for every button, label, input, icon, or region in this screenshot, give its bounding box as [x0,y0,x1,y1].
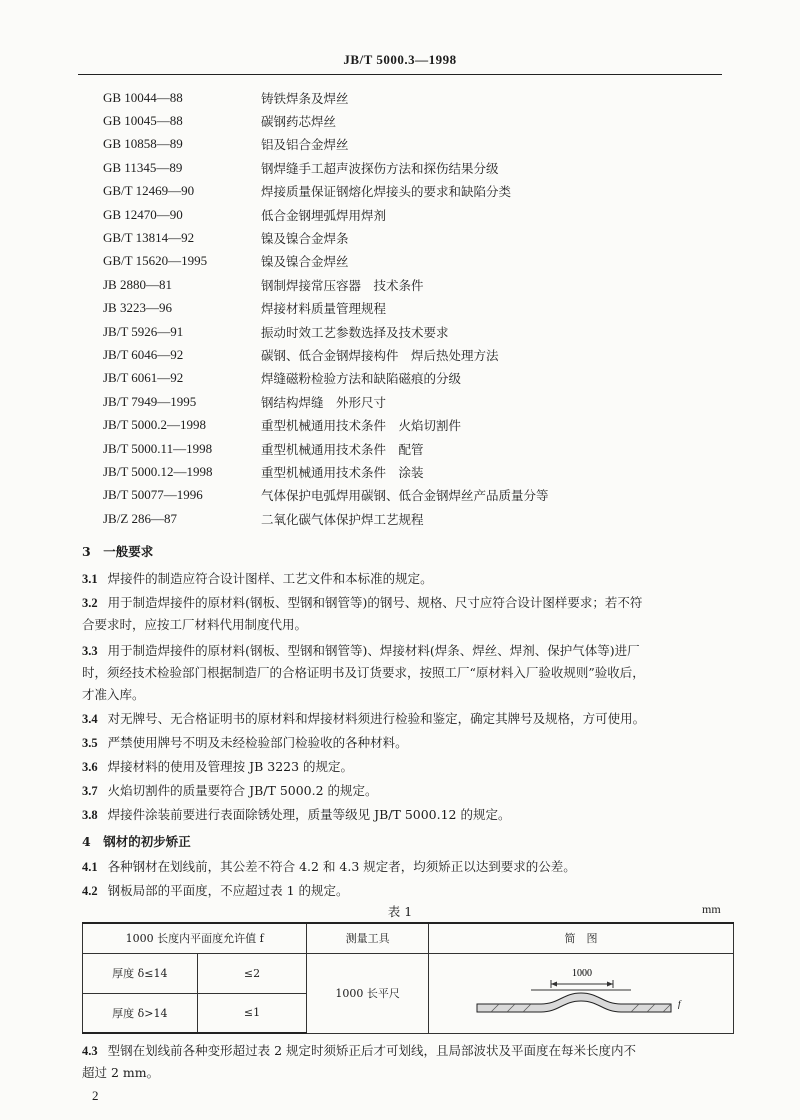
standard-title: 镍及镍合金焊丝 [261,254,349,270]
clause-text-line: 时，须经技术检验部门根据制造厂的合格证明书及订货要求，按照工厂“原材料入厂验收规则”验收后， [82,665,645,680]
reference-standards-list [103,86,703,530]
measuring-tool-cell: 1000 长平尺 [307,953,429,1033]
clause-3-1 [82,568,732,590]
standard-title: 钢结构焊缝 外形尺寸 [261,394,387,410]
dimension-arrow [551,981,557,986]
list-item [103,484,703,507]
clause-3-3 [82,640,732,706]
table-1-caption: 表 1 [387,904,413,919]
standard-title: 重型机械通用技术条件 配管 [261,441,424,457]
clause-text: 严禁使用牌号不明及未经检验部门检验收的各种材料。 [107,735,408,750]
list-item [103,460,703,483]
standard-title: 重型机械通用技术条件 火焰切割件 [261,418,462,434]
flatness-table [82,922,734,1034]
header-rule [78,74,722,75]
flatness-sketch-diagram [431,954,731,1030]
standard-code: GB/T 15620—1995 [103,253,208,269]
dimension-arrow [607,981,613,986]
clause-3-6 [82,756,732,778]
clause-number: 3.1 [82,572,98,586]
list-item [103,109,703,132]
clause-number: 3.6 [82,760,98,774]
clause-text-line: 用于制造焊接件的原材料(钢板、型钢和钢管等)、焊接材料(焊条、焊丝、焊剂、保护气体等)进厂 [107,643,640,658]
standard-title: 振动时效工艺参数选择及技术要求 [261,324,449,340]
list-item [103,390,703,413]
f-label: f [678,998,681,1009]
list-item [103,507,703,530]
standard-title: 碳钢、低合金钢焊接构件 焊后热处理方法 [261,347,499,363]
steel-plate-section [477,993,671,1012]
clause-text: 焊接件的制造应符合设计图样、工艺文件和本标准的规定。 [107,571,433,586]
standard-title: 碳钢药芯焊丝 [261,114,337,130]
standard-code: GB 10044—88 [103,89,183,105]
clause-text-line: 型钢在划线前各种变形超过表 2 规定时须矫正后才可划线，且局部波状及平面度在每米长度内不 [107,1043,637,1058]
list-item [103,367,703,390]
list-item [103,86,703,109]
list-item [103,226,703,249]
standard-title: 焊缝磁粉检验方法和缺陷磁痕的分级 [261,371,462,387]
column-header-sketch: 简 图 [429,923,734,953]
list-item [103,203,703,226]
list-item [103,413,703,436]
clause-3-7 [82,780,732,802]
clause-3-8 [82,804,732,826]
clause-text: 各种钢材在划线前，其公差不符合 4.2 和 4.3 规定者，均须矫正以达到要求的公差。 [107,859,576,874]
standard-code: JB/T 6046—92 [103,346,184,362]
column-header-flatness: 1000 长度内平面度允许值 f [83,923,307,953]
standard-code: GB 10858—89 [103,136,183,152]
standard-code: JB/T 7949—1995 [103,393,197,409]
clause-text-line: 用于制造焊接件的原材料(钢板、型钢和钢管等)的钢号、规格、尺寸应符合设计图样要求；若不符 [107,595,643,610]
list-item [103,437,703,460]
standard-code: JB/Z 286—87 [103,510,178,526]
clause-text: 钢板局部的平面度，不应超过表 1 的规定。 [107,883,349,898]
standard-code: JB 2880—81 [103,276,172,292]
table-1-unit: mm [702,902,721,916]
standard-code: JB/T 5000.2—1998 [103,417,207,433]
list-item [103,133,703,156]
flatness-value-cell: ≤1 [197,993,307,1033]
standard-code: GB 10045—88 [103,113,183,129]
clause-text: 火焰切割件的质量要符合 JB/T 5000.2 的规定。 [107,783,378,798]
standard-title: 二氧化碳气体保护焊工艺规程 [261,511,424,527]
dimension-label: 1000 [572,967,592,979]
document-header-code: JB/T 5000.3—1998 [343,52,457,67]
section-4-heading: 4 钢材的初步矫正 [82,834,191,849]
clause-4-1 [82,856,732,878]
clause-number: 4.3 [82,1044,98,1058]
clause-text-line: 超过 2 mm。 [82,1065,160,1080]
standard-title: 气体保护电弧焊用碳钢、低合金钢焊丝产品质量分等 [261,488,549,504]
thickness-cell: 厚度 δ≤14 [83,953,198,993]
standard-code: JB 3223—96 [103,300,172,316]
flatness-value-cell: ≤2 [197,953,307,993]
list-item [103,320,703,343]
section-3-heading: 3 一般要求 [82,544,154,559]
list-item [103,156,703,179]
standard-title: 钢制焊接常压容器 技术条件 [261,277,424,293]
clause-3-2 [82,592,732,636]
standard-title: 低合金钢埋弧焊用焊剂 [261,207,387,223]
sketch-cell [429,953,734,1033]
clause-text: 焊接件涂装前要进行表面除锈处理，质量等级见 JB/T 5000.12 的规定。 [107,807,511,822]
standard-code: GB/T 13814—92 [103,230,195,246]
list-item [103,250,703,273]
clause-number: 3.3 [82,644,98,658]
list-item [103,297,703,320]
standard-title: 焊接质量保证钢熔化焊接头的要求和缺陷分类 [261,184,512,200]
standard-code: JB/T 50077—1996 [103,487,203,503]
standard-code: GB/T 12469—90 [103,183,195,199]
clause-3-4 [82,708,732,730]
clause-number: 3.2 [82,596,98,610]
clause-3-5 [82,732,732,754]
standard-title: 钢焊缝手工超声波探伤方法和探伤结果分级 [261,160,499,176]
standard-code: GB 12470—90 [103,206,183,222]
standard-code: JB/T 5000.12—1998 [103,463,213,479]
column-header-tool: 测量工具 [307,923,429,953]
clause-text: 对无牌号、无合格证明书的原材料和焊接材料须进行检验和鉴定，确定其牌号及规格，方可使用。 [107,711,646,726]
list-item [103,180,703,203]
clause-number: 3.8 [82,808,98,822]
page-number: 2 [92,1088,99,1103]
clause-number: 3.7 [82,784,98,798]
standard-title: 焊接材料质量管理规程 [261,301,387,317]
standard-code: JB/T 6061—92 [103,370,184,386]
list-item [103,273,703,296]
standard-code: JB/T 5000.11—1998 [103,440,213,456]
list-item [103,343,703,366]
clause-number: 3.5 [82,736,98,750]
clause-number: 4.1 [82,860,98,874]
clause-4-3 [82,1040,732,1084]
clause-4-2 [82,880,732,902]
clause-text-line: 才准入库。 [82,687,145,702]
clause-text-line: 合要求时，应按工厂材料代用制度代用。 [82,617,308,632]
clause-text: 焊接材料的使用及管理按 JB 3223 的规定。 [107,759,354,774]
clause-number: 4.2 [82,884,98,898]
clause-number: 3.4 [82,712,98,726]
standard-title: 镍及镍合金焊条 [261,231,349,247]
thickness-cell: 厚度 δ>14 [83,993,198,1033]
standard-code: GB 11345—89 [103,159,183,175]
standard-title: 铝及铝合金焊丝 [261,137,349,153]
standard-title: 重型机械通用技术条件 涂装 [261,464,424,480]
standard-code: JB/T 5926—91 [103,323,184,339]
standard-title: 铸铁焊条及焊丝 [261,90,349,106]
